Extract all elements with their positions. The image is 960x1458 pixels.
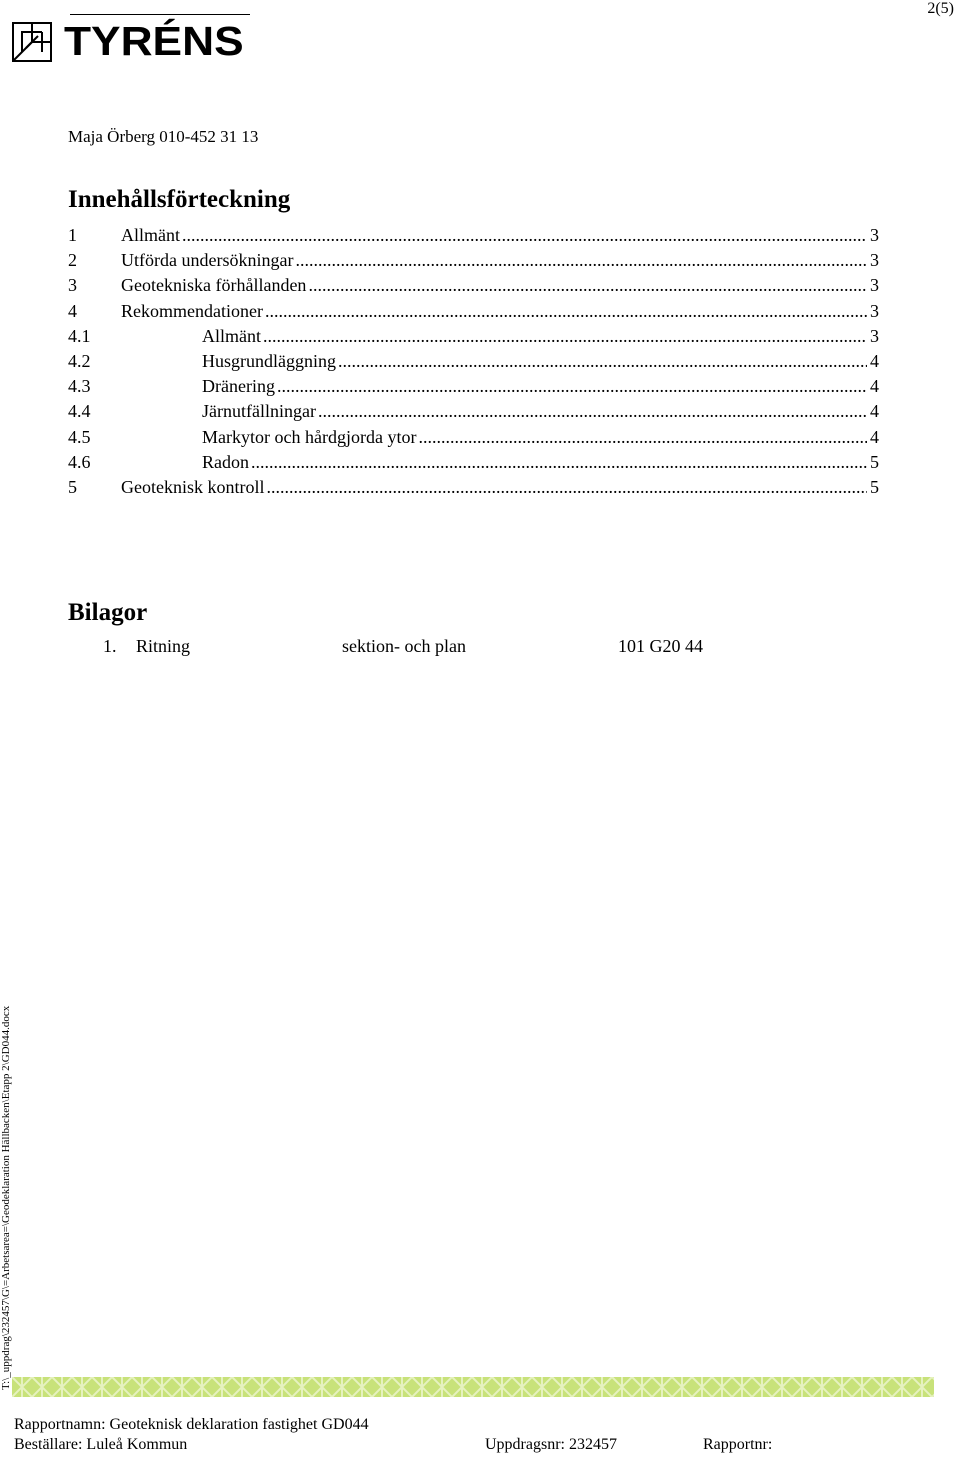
file-path-vertical: T:\_uppdrag\232457\G\=Arbetsarea=\Geodeklaration Hällbacken\Etapp 2\GD044.docx	[0, 1005, 12, 1390]
page-number: 2(5)	[927, 0, 954, 17]
toc-entry-number: 3	[68, 275, 77, 296]
toc-entry-number: 4.4	[68, 401, 91, 422]
toc-entry-number: 5	[68, 476, 77, 497]
toc-entry-number: 2	[68, 250, 77, 271]
toc-entry-number: 4.5	[68, 426, 91, 447]
toc-entry[interactable]	[68, 248, 879, 273]
logo-rule	[70, 14, 250, 15]
toc-entry-page: 3	[870, 225, 879, 245]
toc-entry[interactable]	[68, 475, 879, 500]
toc-leader-dots	[265, 299, 867, 324]
toc-leader-dots	[182, 223, 867, 248]
toc-entry-label: Geoteknisk kontroll	[121, 476, 265, 497]
toc-entry-number: 4.2	[68, 350, 91, 371]
toc-entry-number: 4.1	[68, 325, 91, 346]
toc-entry-page: 4	[870, 426, 879, 447]
toc-entry-page: 3	[870, 325, 879, 346]
toc-leader-dots	[266, 475, 867, 500]
toc-entry-page: 5	[870, 451, 879, 472]
toc-entry[interactable]	[68, 324, 879, 349]
toc-entry-page: 3	[870, 300, 879, 321]
toc-entry-label: Rekommendationer	[121, 300, 263, 321]
toc-entry-page: 4	[870, 350, 879, 371]
toc-leader-dots	[295, 248, 867, 273]
toc-leader-dots	[338, 349, 867, 374]
toc-leader-dots	[418, 425, 867, 450]
toc-entry-label: Husgrundläggning	[202, 350, 336, 371]
logo-mark-icon	[12, 22, 52, 62]
toc-entry[interactable]	[68, 425, 879, 450]
toc-entry-number: 4	[68, 300, 77, 321]
appendix-number: 1.	[103, 636, 117, 656]
toc-entry-label: Dränering	[202, 376, 275, 397]
toc-entry[interactable]	[68, 273, 879, 298]
appendix-name: Ritning	[136, 636, 191, 656]
toc-entry-label: Allmänt	[121, 225, 180, 245]
toc-leader-dots	[277, 374, 867, 399]
toc-entry-page: 4	[870, 401, 879, 422]
toc-heading: Innehållsförteckning	[68, 186, 291, 213]
toc-leader-dots	[251, 450, 867, 475]
toc-entry-page: 3	[870, 250, 879, 271]
toc-entry[interactable]	[68, 399, 879, 424]
toc-entry-page: 3	[870, 275, 879, 296]
toc-entry[interactable]	[68, 299, 879, 324]
toc-entry[interactable]	[68, 450, 879, 475]
appendix-description: sektion- och plan	[342, 636, 466, 656]
company-logo	[12, 14, 244, 64]
toc-entry-number: 1	[68, 225, 77, 245]
toc-entry-label: Allmänt	[202, 325, 261, 346]
toc-entry-page: 4	[870, 376, 879, 397]
author-line: Maja Örberg 010-452 31 13	[68, 127, 259, 146]
toc-entry-page: 5	[870, 476, 879, 497]
toc-entry-label: Utförda undersökningar	[121, 250, 294, 271]
toc-leader-dots	[308, 273, 867, 298]
appendix-code: 101 G20 44	[618, 636, 703, 656]
toc-entry-number: 4.6	[68, 451, 91, 472]
toc-entry-number: 4.3	[68, 376, 91, 397]
toc-entry-label: Järnutfällningar	[202, 401, 316, 422]
toc-entry[interactable]	[68, 223, 879, 248]
toc-entry-label: Geotekniska förhållanden	[121, 275, 307, 296]
toc-leader-dots	[263, 324, 867, 349]
footer-pattern-band	[12, 1377, 934, 1397]
appendices-heading: Bilagor	[68, 599, 148, 626]
footer-report-name: Rapportnamn: Geoteknisk deklaration fastighet GD044	[14, 1416, 369, 1433]
table-of-contents	[68, 223, 879, 500]
logo-wordmark: TYRÉNS	[64, 18, 244, 64]
toc-entry-label: Markytor och hårdgjorda ytor	[202, 426, 417, 447]
footer-assignment-number: Uppdragsnr: 232457	[485, 1436, 617, 1453]
footer-report-number: Rapportnr:	[703, 1436, 773, 1453]
toc-leader-dots	[318, 399, 867, 424]
toc-entry[interactable]	[68, 374, 879, 399]
toc-entry[interactable]	[68, 349, 879, 374]
footer-client: Beställare: Luleå Kommun	[14, 1436, 188, 1453]
toc-entry-label: Radon	[202, 451, 249, 472]
